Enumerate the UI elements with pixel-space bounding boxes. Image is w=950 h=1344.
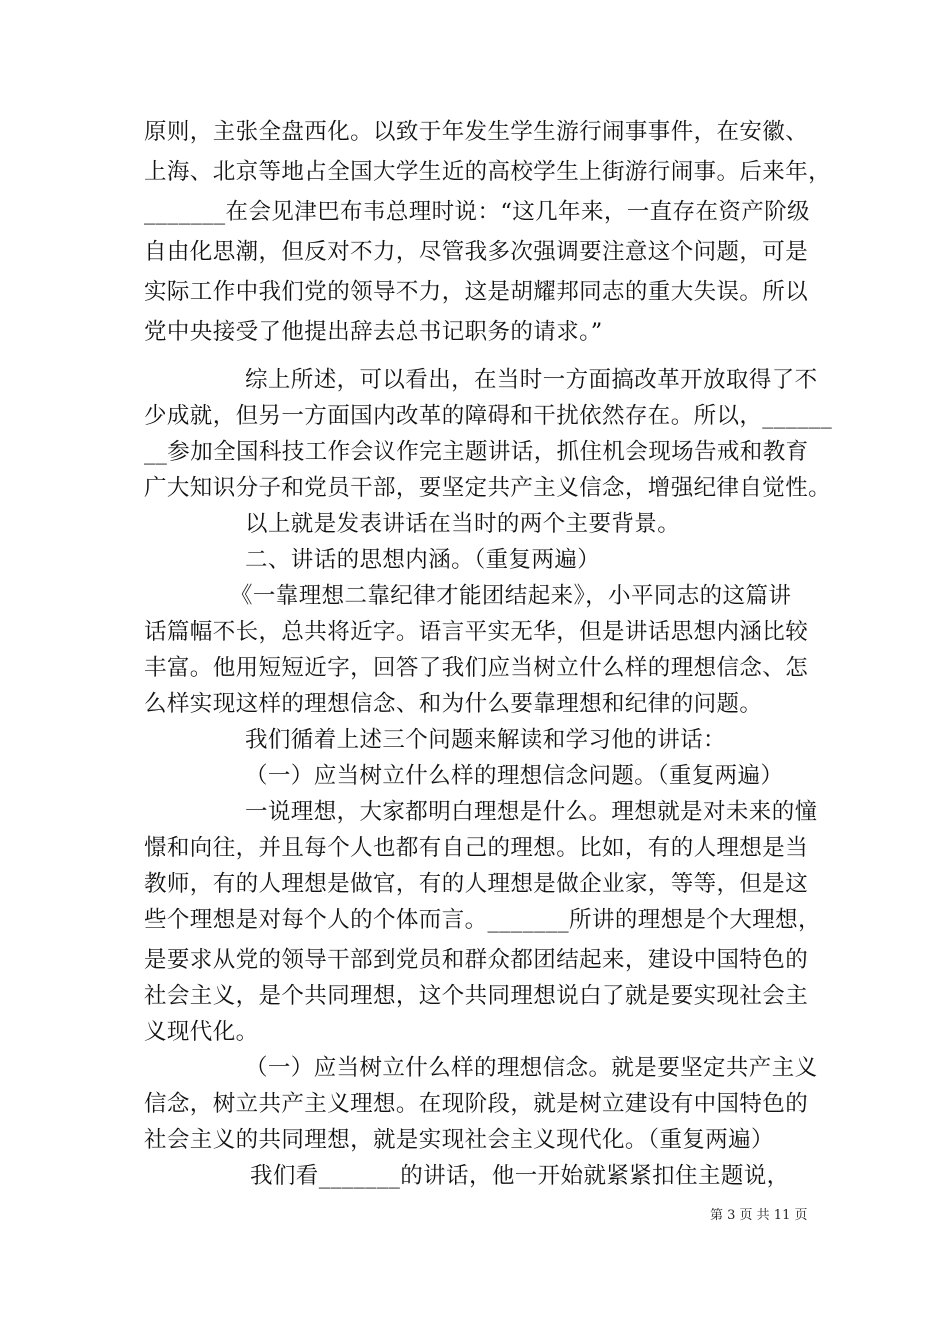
text-line: 一说理想，大家都明白理想是什么。理想就是对未来的憧	[245, 799, 818, 825]
text-line: 少成就，但另一方面国内改革的障碍和干扰依然存在。所以，______	[144, 403, 833, 429]
text-line: （一）应当树立什么样的理想信念。就是要坚定共产主义	[245, 1055, 818, 1081]
section-heading: 二、讲话的思想内涵。（重复两遍）	[245, 547, 601, 573]
text-line: 社会主义的共同理想，就是实现社会主义现代化。（重复两遍）	[144, 1127, 774, 1153]
text-line: 些个理想是对每个人的个体而言。_______所讲的理想是个大理想，	[144, 907, 821, 933]
page-footer: 第 3 页 共 11 页	[710, 1208, 808, 1223]
text-line: 社会主义，是个共同理想，这个共同理想说白了就是要实现社会主	[144, 983, 809, 1009]
text-line: 以上就是发表讲话在当时的两个主要背景。	[245, 511, 681, 537]
text-line: 是要求从党的领导干部到党员和群众都团结起来，建设中国特色的	[144, 947, 809, 973]
text-line: 自由化思潮，但反对不力，尽管我多次强调要注意这个问题，可是	[144, 239, 809, 265]
text-line: 党中央接受了他提出辞去总书记职务的请求。”	[144, 319, 603, 345]
text-line: 义现代化。	[144, 1019, 259, 1045]
text-line: 么样实现这样的理想信念、和为什么要靠理想和纪律的问题。	[144, 691, 763, 717]
text-line: 广大知识分子和党员干部，要坚定共产主义信念，增强纪律自觉性。	[144, 475, 832, 501]
text-line: 我们循着上述三个问题来解读和学习他的讲话：	[245, 727, 726, 753]
text-line: __参加全国科技工作会议作完主题讲话，抓住机会现场告戒和教育	[144, 439, 809, 465]
text-line: 原则，主张全盘西化。以致于年发生学生游行闹事事件，在安徽、	[144, 119, 809, 145]
text-line: 综上所述，可以看出，在当时一方面搞改革开放取得了不	[245, 367, 818, 393]
text-line: 丰富。他用短短近字，回答了我们应当树立什么样的理想信念、怎	[144, 655, 809, 681]
text-line: 教师，有的人理想是做官，有的人理想是做企业家，等等，但是这	[144, 871, 809, 897]
text-line: 上海、北京等地占全国大学生近的高校学生上街游行闹事。后来年，	[144, 159, 832, 185]
text-line: 《一靠理想二靠纪律才能团结起来》，小平同志的这篇讲	[230, 583, 792, 609]
text-line: 我们看_______的讲话，他一开始就紧紧扣住主题说，	[250, 1163, 790, 1189]
text-line: 信念，树立共产主义理想。在现阶段，就是树立建设有中国特色的	[144, 1091, 809, 1117]
text-line: 憬和向往，并且每个人也都有自己的理想。比如，有的人理想是当	[144, 835, 809, 861]
text-line: 实际工作中我们党的领导不力，这是胡耀邦同志的重大失误。所以	[144, 279, 809, 305]
subsection-heading: （一）应当树立什么样的理想信念问题。（重复两遍）	[245, 763, 784, 789]
text-line: 话篇幅不长，总共将近字。语言平实无华，但是讲话思想内涵比较	[144, 619, 809, 645]
text-line: _______在会见津巴布韦总理时说：“这几年来，一直存在资产阶级	[144, 199, 810, 225]
